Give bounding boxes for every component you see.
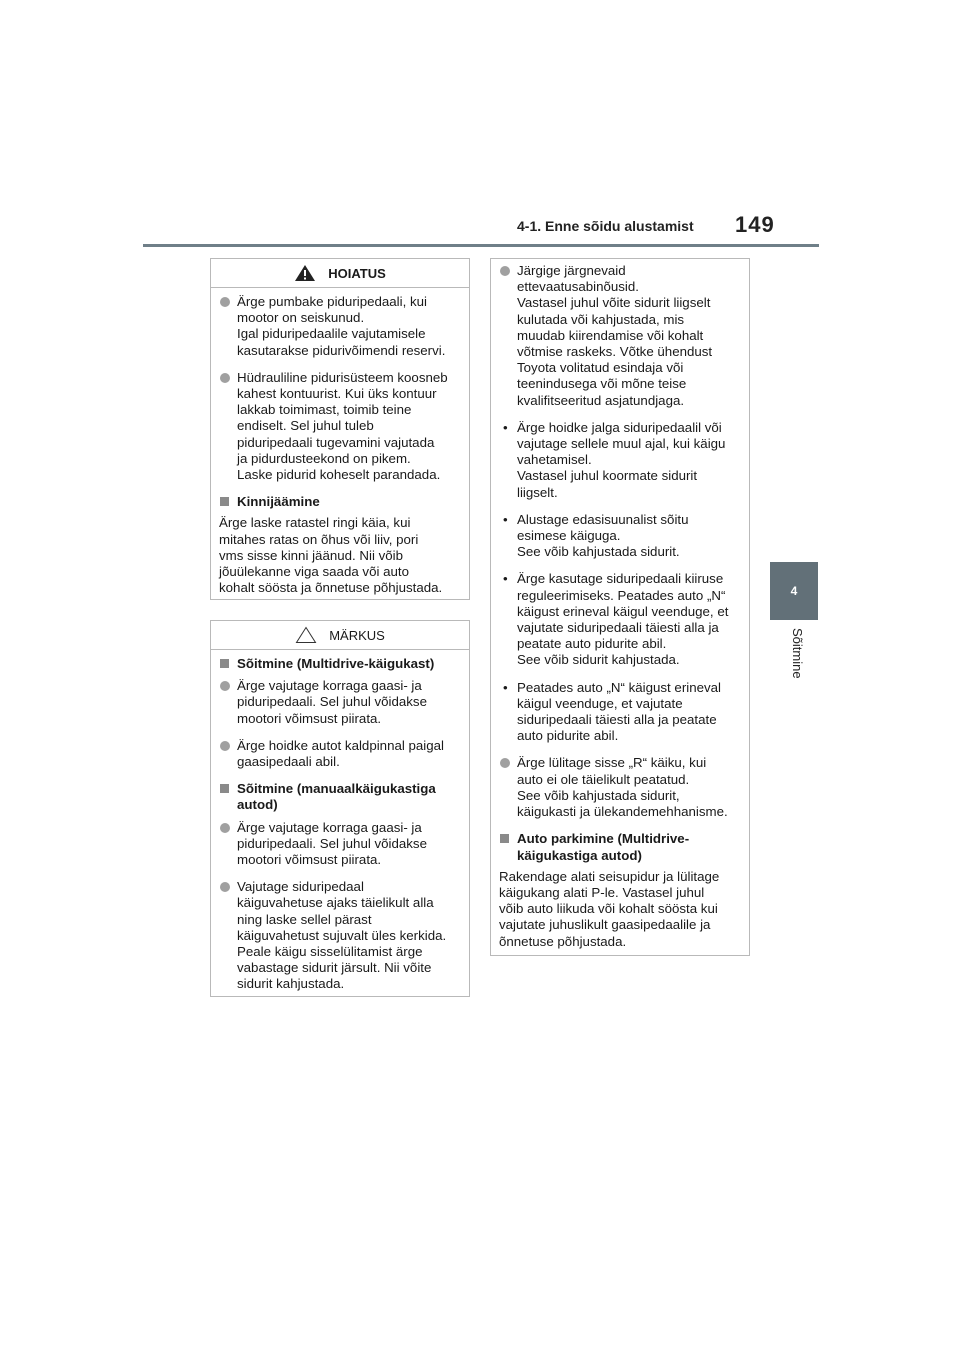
continuation-content — [491, 259, 749, 958]
warning-header — [211, 259, 469, 288]
bullet-dot-icon — [220, 297, 230, 307]
warning-title: HOIATUS — [328, 265, 386, 281]
square-bullet-icon — [220, 659, 229, 668]
notice-item: Ärge vajutage korraga gaasi- ja piduripedaali. Sel juhul võidakse mootori võimsust piirata. — [219, 820, 461, 869]
warning-item: Hüdrauliline pidurisüsteem koosneb kahest kontuurist. Kui üks kontuur lakkab toimimast, toimib teine endiselt. Sel juhul tuleb piduripedaali tugevamini vajutada ja pidurdusteekond on pikem. Laske pidurid koheselt parandada. — [219, 370, 461, 483]
bullet-dot-icon — [500, 266, 510, 276]
bullet-dot-icon — [220, 823, 230, 833]
header-rule — [143, 244, 819, 247]
bullet-icon: • — [503, 679, 508, 695]
bullet-dot-icon — [220, 882, 230, 892]
square-bullet-icon — [220, 784, 229, 793]
warning-subheading: Kinnijäämine — [219, 494, 461, 510]
bullet-icon: • — [503, 511, 508, 527]
notice-box — [210, 620, 470, 997]
continuation-bullet-item: • Peatades auto „N“ käigust erineval käigul veenduge, et vajutate siduripedaali täiesti alla ja peatate auto pidurite abil. — [503, 679, 721, 744]
notice-content — [211, 650, 469, 1012]
notice-item: Ärge vajutage korraga gaasi- ja piduripedaali. Sel juhul võidakse mootori võimsust piirata. — [219, 678, 461, 727]
continuation-bullet-item: • Alustage edasisuunalist sõitu esimese käiguga. See võib kahjustada sidurit. — [503, 511, 689, 560]
continuation-box — [490, 258, 750, 956]
continuation-item: Ärge lülitage sisse „R“ käiku, kui auto ei ole täielikult peatatud. See võib kahjustada sidurit, käigukasti ja ülekandemehhanisme. — [499, 755, 741, 820]
section-title: 4-1. Enne sõidu alustamist — [517, 218, 694, 234]
warning-box — [210, 258, 470, 600]
notice-subheading: Sõitmine (manuaalkäigukastiga autod) — [219, 781, 461, 813]
chapter-tab: 4 — [770, 562, 818, 620]
bullet-icon: • — [503, 419, 508, 435]
notice-subheading: Sõitmine (Multidrive-käigukast) — [219, 656, 461, 672]
continuation-item: Järgige järgnevaid ettevaatusabinõusid. Vastasel juhul võite sidurit liigselt kulutada või kahjustada, mis muudab kiirendamise või kohalt võtmise raskeks. Võtke ühendust Toyota volitatud esindaja või teenindusega või mõne teise kvalifitseeritud asjatundjaga. — [499, 263, 741, 409]
notice-item: Ärge hoidke autot kaldpinnal paigal gaasipedaali abil. — [219, 738, 461, 770]
notice-item: Vajutage siduripedaal käiguvahetuse ajaks täielikult alla ning laske sellel pärast käiguvahetust sujuvalt üles kerkida. Peale käigu sisselülitamist ärge vabastage sidurit järsult. Nii võite sidurit kahjustada. — [219, 879, 461, 992]
square-bullet-icon — [500, 834, 509, 843]
bullet-icon: • — [503, 571, 508, 587]
notice-header — [211, 621, 469, 650]
square-bullet-icon — [220, 497, 229, 506]
notice-icon — [295, 626, 317, 644]
bullet-dot-icon — [500, 758, 510, 768]
warning-content — [211, 288, 469, 604]
bullet-dot-icon — [220, 741, 230, 751]
bullet-dot-icon — [220, 373, 230, 383]
warning-item: Ärge pumbake piduripedaali, kui mootor on seiskunud. Igal piduripedaalile vajutamisele kasutarakse pidurivõimendi reservi. — [219, 294, 461, 359]
notice-title: MÄRKUS — [329, 627, 385, 643]
continuation-subheading: Auto parkimine (Multidrive- käigukastiga autod) — [499, 831, 741, 863]
bullet-dot-icon — [220, 681, 230, 691]
warning-paragraph: Ärge laske ratastel ringi käia, kui mitahes ratas on õhus või liiv, pori vms sisse kinni jäänud. Nii võib jõuülekanne viga saada või auto kohalt söösta ja õnnetuse põhjustada. — [219, 515, 443, 596]
page-number: 149 — [735, 212, 775, 237]
chapter-label: Sõitmine — [790, 628, 805, 679]
warning-icon — [294, 264, 316, 282]
continuation-bullet-item: • Ärge kasutage siduripedaali kiiruse reguleerimiseks. Peatades auto „N“ käigust erineval käigul veenduge, et vajutate siduripedaali täiesti alla ja peatate auto pidurite abil. See võib sidurit kahjustada. — [503, 571, 729, 668]
continuation-paragraph: Rakendage alati seisupidur ja lülitage käigukang alati P-le. Vastasel juhul võib auto liikuda või kohalt söösta kui vajutate juhuslikult gaasipedaalile ja õnnetuse põhjustada. — [499, 868, 720, 949]
continuation-bullet-item: • Ärge hoidke jalga siduripedaalil või vajutage sellele muul ajal, kui käigu vahetamisel. Vastasel juhul koormate sidurit liigselt. — [503, 419, 726, 500]
